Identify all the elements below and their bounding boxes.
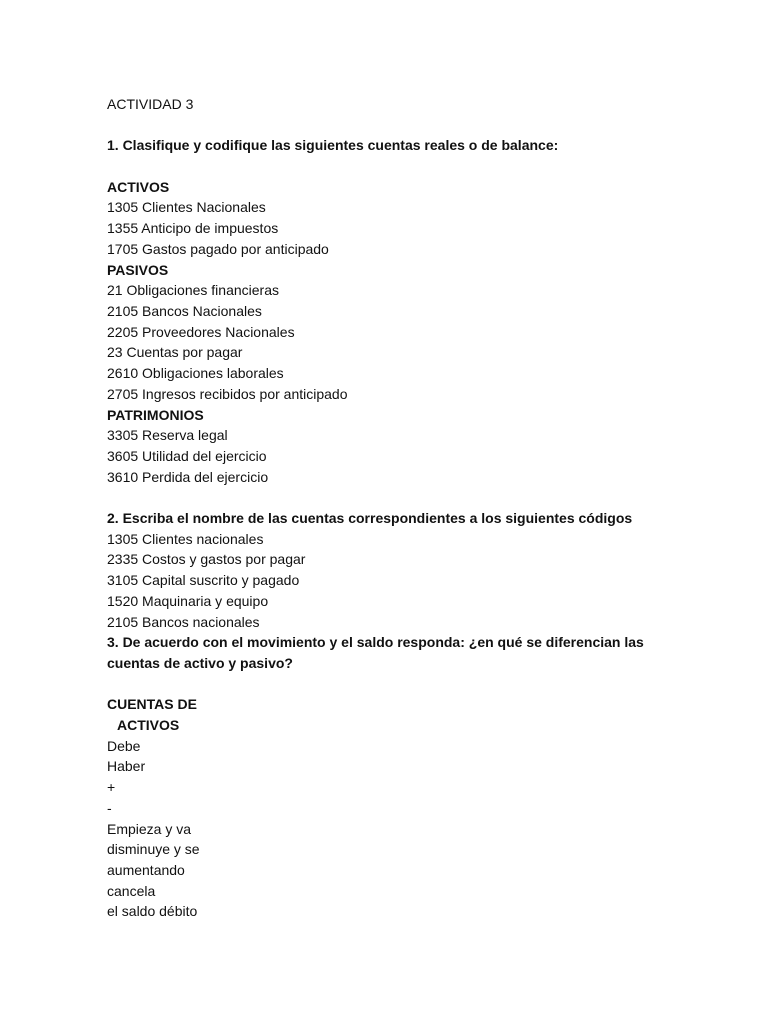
table-title-line-1: CUENTAS DE bbox=[107, 696, 197, 713]
list-item: 3610 Perdida del ejercicio bbox=[107, 468, 269, 485]
list-item: 1705 Gastos pagado por anticipado bbox=[107, 240, 329, 257]
list-item: Debe bbox=[107, 737, 141, 754]
list-item: 21 Obligaciones financieras bbox=[107, 282, 279, 299]
list-item: 2205 Proveedores Nacionales bbox=[107, 323, 295, 340]
list-item: cancela bbox=[107, 882, 156, 899]
list-item: 2335 Costos y gastos por pagar bbox=[107, 551, 306, 568]
list-item: el saldo débito bbox=[107, 903, 198, 920]
list-item: Empieza y va bbox=[107, 820, 192, 837]
list-item: 3605 Utilidad del ejercicio bbox=[107, 447, 267, 464]
list-item: Haber bbox=[107, 758, 146, 775]
document-title: ACTIVIDAD 3 bbox=[107, 96, 194, 112]
list-item: aumentando bbox=[107, 861, 185, 878]
list-item: 1305 Clientes Nacionales bbox=[107, 199, 266, 216]
group-label-pasivos: PASIVOS bbox=[107, 261, 169, 278]
list-item: 1355 Anticipo de impuestos bbox=[107, 220, 279, 237]
list-item: 1305 Clientes nacionales bbox=[107, 530, 264, 547]
list-item: 2105 Bancos nacionales bbox=[107, 613, 260, 630]
group-label-activos: ACTIVOS bbox=[107, 178, 170, 195]
document-body bbox=[107, 94, 667, 922]
list-item: - bbox=[107, 799, 112, 816]
question-1-heading: 1. Clasifique y codifique las siguientes cuentas reales o de balance: bbox=[107, 137, 559, 154]
group-label-patrimonios: PATRIMONIOS bbox=[107, 406, 204, 423]
list-item: 1520 Maquinaria y equipo bbox=[107, 592, 269, 609]
list-item: 2610 Obligaciones laborales bbox=[107, 365, 284, 382]
list-item: 23 Cuentas por pagar bbox=[107, 344, 243, 361]
list-item: 2105 Bancos Nacionales bbox=[107, 303, 262, 319]
question-2-heading: 2. Escriba el nombre de las cuentas correspondientes a los siguientes códigos bbox=[107, 510, 633, 527]
question-3-heading: 3. De acuerdo con el movimiento y el saldo responda: ¿en qué se diferencian las cuentas de activo y pasivo? bbox=[107, 634, 644, 671]
list-item: disminuye y se bbox=[107, 841, 200, 858]
table-title-line-2: ACTIVOS bbox=[117, 717, 180, 734]
list-item: 2705 Ingresos recibidos por anticipado bbox=[107, 385, 348, 402]
list-item: 3105 Capital suscrito y pagado bbox=[107, 572, 300, 589]
list-item: + bbox=[107, 779, 116, 796]
list-item: 3305 Reserva legal bbox=[107, 427, 228, 444]
